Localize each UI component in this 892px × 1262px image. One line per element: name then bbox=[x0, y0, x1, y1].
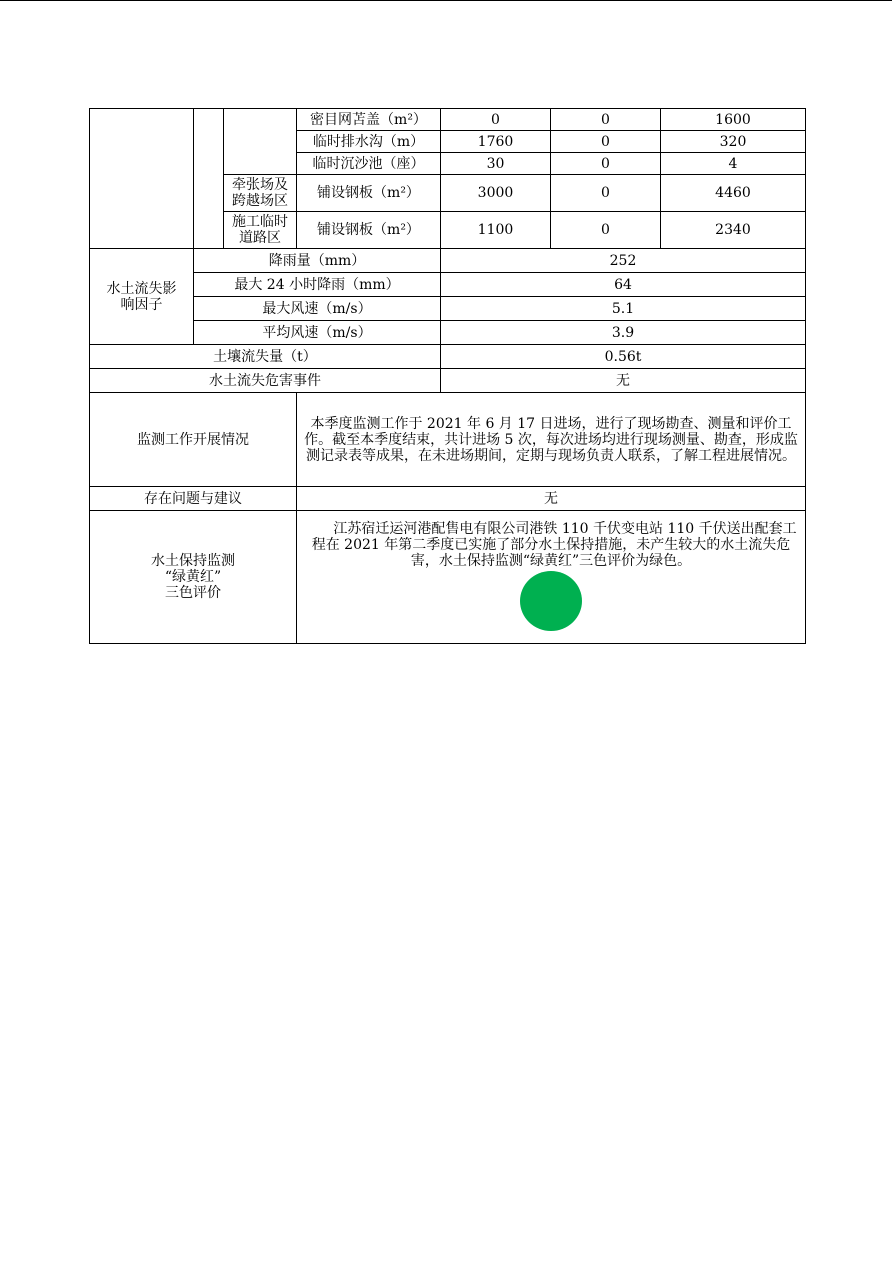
monitoring-report-table bbox=[89, 108, 806, 644]
measure-value: 2340 bbox=[661, 212, 806, 249]
factor-value: 64 bbox=[441, 273, 806, 297]
factor-label: 最大 24 小时降雨（mm） bbox=[194, 273, 441, 297]
blank-cell bbox=[194, 109, 224, 249]
work-description: 本季度监测工作于 2021 年 6 月 17 日进场，进行了现场勘查、测量和评价工作。截至本季度结束，共计进场 5 次，每次进场均进行现场测量、勘查，形成监测记录表等成果，在未进场期间，定期与现场负责人联系，了解工程进展情况。 bbox=[297, 393, 806, 487]
rating-description-cell bbox=[297, 511, 806, 644]
blank-cell bbox=[90, 109, 194, 249]
measure-value: 0 bbox=[551, 212, 661, 249]
rating-description: 江苏宿迁运河港配售电有限公司港铁 110 千伏变电站 110 千伏送出配套工程在 2021 年第二季度已实施了部分水土保持措施，未产生较大的水土流失危害，水土保持监测“绿黄红”三色评价为绿色。 bbox=[311, 521, 797, 569]
measure-value: 3000 bbox=[441, 175, 551, 212]
measure-value: 4 bbox=[661, 153, 806, 175]
blank-cell bbox=[224, 109, 297, 175]
measure-value: 320 bbox=[661, 131, 806, 153]
work-row bbox=[90, 393, 806, 487]
rating-label-line: 三色评价 bbox=[165, 585, 221, 601]
measure-name: 临时沉沙池（座） bbox=[297, 153, 441, 175]
measure-value: 1600 bbox=[661, 109, 806, 131]
hazard-value: 无 bbox=[441, 369, 806, 393]
zone-name: 施工临时道路区 bbox=[224, 212, 297, 249]
rating-label-line: “绿黄红” bbox=[164, 569, 222, 585]
issues-value: 无 bbox=[297, 487, 806, 511]
factor-row bbox=[90, 297, 806, 321]
factors-group-label: 水土流失影响因子 bbox=[90, 249, 194, 345]
factor-row bbox=[90, 273, 806, 297]
measure-value: 0 bbox=[551, 131, 661, 153]
measure-value: 1100 bbox=[441, 212, 551, 249]
rating-row bbox=[90, 511, 806, 644]
factor-value: 3.9 bbox=[441, 321, 806, 345]
factor-value: 252 bbox=[441, 249, 806, 273]
measure-name: 铺设钢板（m²） bbox=[297, 212, 441, 249]
measure-name: 临时排水沟（m） bbox=[297, 131, 441, 153]
measure-value: 4460 bbox=[661, 175, 806, 212]
hazard-row bbox=[90, 369, 806, 393]
zone-name: 牵张场及跨越场区 bbox=[224, 175, 297, 212]
page-top-border bbox=[0, 0, 892, 1]
rating-label-line: 水土保持监测 bbox=[151, 553, 235, 569]
factor-label: 降雨量（mm） bbox=[194, 249, 441, 273]
hazard-label: 水土流失危害事件 bbox=[90, 369, 441, 393]
soil-loss-label: 土壤流失量（t） bbox=[90, 345, 441, 369]
factor-row bbox=[90, 321, 806, 345]
soil-loss-value: 0.56t bbox=[441, 345, 806, 369]
measure-value: 0 bbox=[551, 109, 661, 131]
measure-row bbox=[90, 109, 806, 131]
measure-value: 30 bbox=[441, 153, 551, 175]
factor-row bbox=[90, 249, 806, 273]
measure-name: 铺设钢板（m²） bbox=[297, 175, 441, 212]
issues-label: 存在问题与建议 bbox=[90, 487, 297, 511]
measure-value: 1760 bbox=[441, 131, 551, 153]
green-rating-circle bbox=[520, 571, 582, 631]
measure-value: 0 bbox=[551, 175, 661, 212]
measure-value: 0 bbox=[551, 153, 661, 175]
factor-label: 平均风速（m/s） bbox=[194, 321, 441, 345]
rating-label bbox=[90, 511, 297, 644]
measure-value: 0 bbox=[441, 109, 551, 131]
work-label: 监测工作开展情况 bbox=[90, 393, 297, 487]
soil-loss-row bbox=[90, 345, 806, 369]
factor-value: 5.1 bbox=[441, 297, 806, 321]
factor-label: 最大风速（m/s） bbox=[194, 297, 441, 321]
issues-row bbox=[90, 487, 806, 511]
measure-name: 密目网苫盖（m²） bbox=[297, 109, 441, 131]
